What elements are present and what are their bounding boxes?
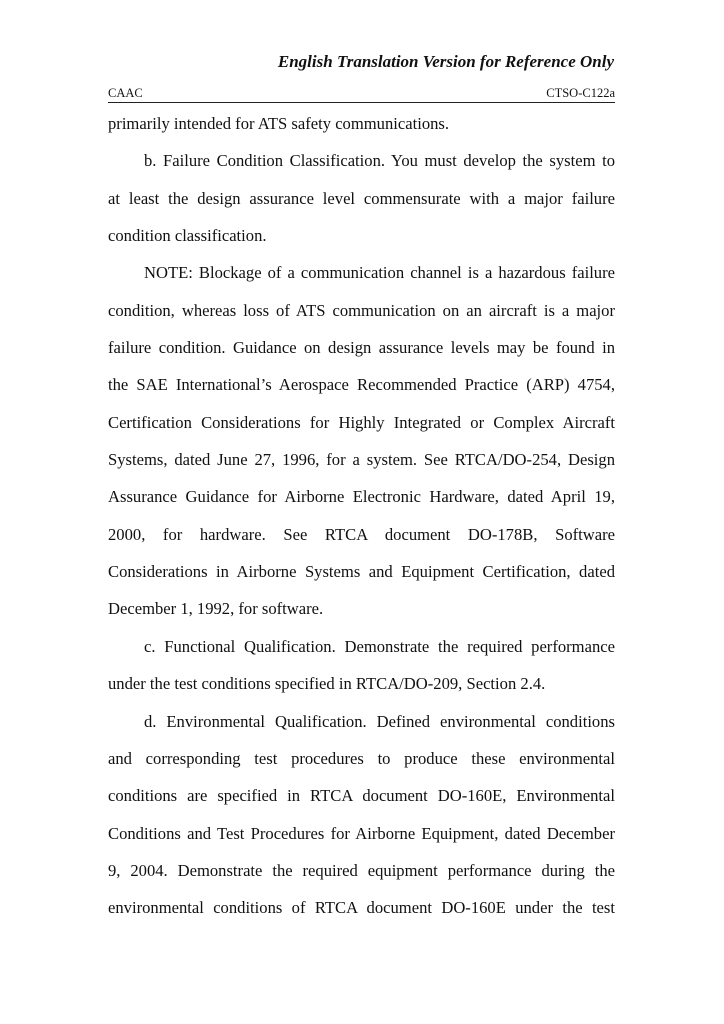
page-header [108,86,615,103]
text-line: d. Environmental Qualification. Defined environmental conditions [144,711,615,731]
text-line: NOTE: Blockage of a communication channel is a hazardous failure [144,263,615,283]
text-line: b. Failure Condition Classification. You must develop the system to [144,151,615,171]
text-line: under the test conditions specified in RTCA/DO-209, Section 2.4. [108,674,546,694]
text-line: at least the design assurance level commensurate with a major failure [108,188,615,208]
translation-banner: English Translation Version for Reference Only [277,52,614,71]
text-line: conditions are specified in RTCA document DO-160E, Environmental [108,786,615,806]
text-line: Assurance Guidance for Airborne Electronic Hardware, dated April 19, [108,487,615,507]
text-line: December 1, 1992, for software. [108,599,324,619]
text-line: the SAE International’s Aerospace Recommended Practice (ARP) 4754, [108,375,615,395]
text-line: Certification Considerations for Highly Integrated or Complex Aircraft [108,412,615,432]
text-line: Systems, dated June 27, 1996, for a system. See RTCA/DO-254, Design [108,450,615,470]
text-line: condition, whereas loss of ATS communication on an aircraft is a major [108,300,615,320]
text-line: and corresponding test procedures to produce these environmental [108,748,615,768]
text-line: Conditions and Test Procedures for Airborne Equipment, dated December [108,823,615,843]
text-line: c. Functional Qualification. Demonstrate the required performance [144,636,615,656]
text-line: environmental conditions of RTCA document DO-160E under the test [108,898,615,918]
document-body [108,111,615,933]
text-line: 9, 2004. Demonstrate the required equipment performance during the [108,860,615,880]
text-line: Considerations in Airborne Systems and Equipment Certification, dated [108,562,615,582]
header-right: CTSO-C122a [546,86,615,100]
text-line: 2000, for hardware. See RTCA document DO-178B, Software [108,524,615,544]
text-line: primarily intended for ATS safety communications. [108,114,450,133]
text-line: failure condition. Guidance on design assurance levels may be found in [108,338,615,358]
header-left: CAAC [108,86,143,100]
text-line: condition classification. [108,226,267,246]
